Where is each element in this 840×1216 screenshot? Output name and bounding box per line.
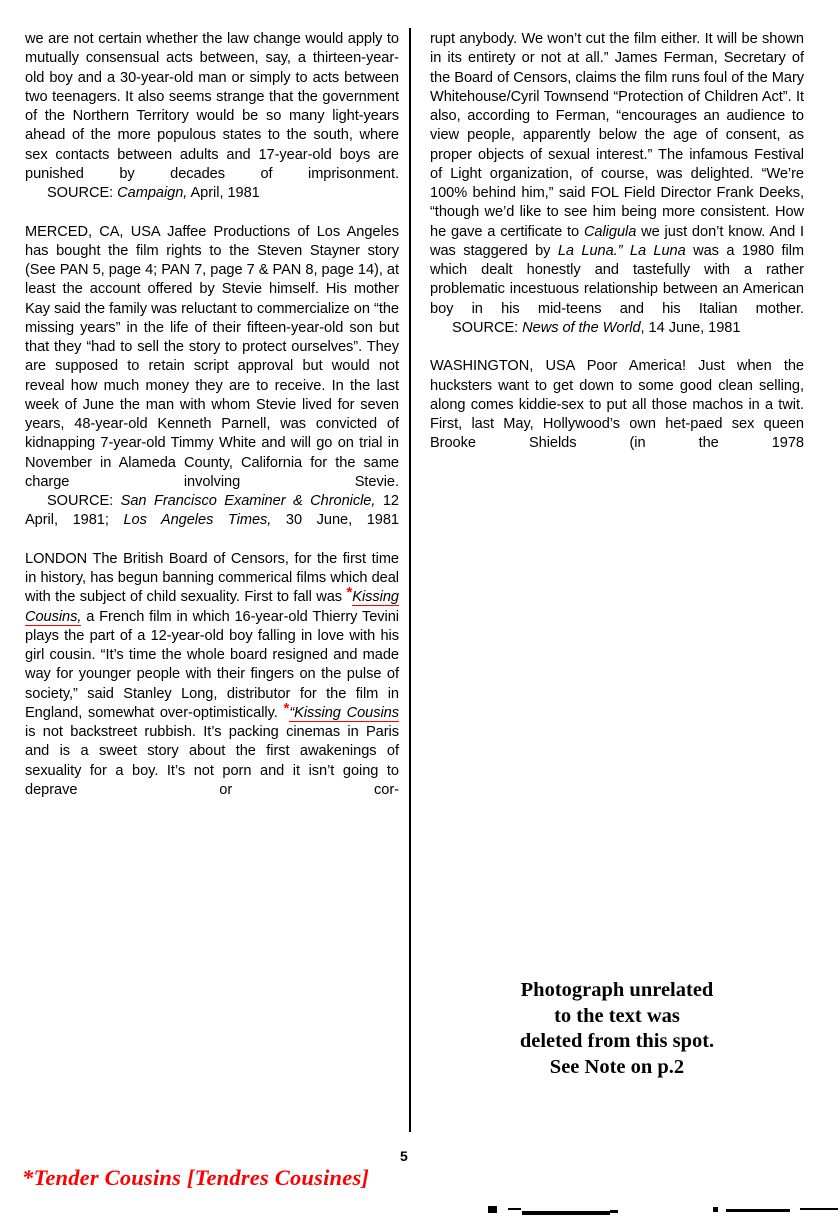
photo-notice-line-2: to the text was: [554, 1004, 680, 1027]
scan-artifact: [713, 1207, 718, 1212]
source-title: Campaign,: [117, 185, 188, 201]
source-sf-examiner: [25, 492, 399, 531]
paragraph-pre: rupt anybody. We won’t cut the film either. It will be shown in its entirety or not at all.” James Ferman, Secretary of the Board of Censors, claims the film runs foul of the Mary Whitehouse/Cyril Townsend “Protection of Children Act”. It also, according to Ferman, “encourages an audience to view people, apparently below the age of consent, as proper objects of sexual interest.” The infamous Festival of Light organization, of course, was delighted. “We’re 100% behind him,” said FOL Field Director Frank Deeks, “though we’d like to see him being more consistent. How he gave a certificate to: [430, 31, 804, 240]
annotated-film-title-second: “Kissing Cousins: [289, 704, 399, 721]
source-title: News of the World: [522, 319, 641, 336]
source-news-of-the-world: [430, 319, 804, 338]
red-footnote-translation: [22, 1165, 369, 1191]
source-campaign: [25, 184, 399, 203]
photo-deleted-notice: [430, 978, 804, 1080]
source-rest: , 14 June, 1981: [640, 319, 741, 336]
annotated-film-title-first: Kissing Cousins,: [25, 589, 399, 625]
left-text-column: [25, 30, 399, 800]
footnote-marker: *: [22, 1165, 34, 1190]
right-text-column: [430, 30, 804, 454]
source-label: SOURCE:: [47, 185, 114, 201]
paragraph-london-censors: [25, 550, 399, 800]
page-number: 5: [400, 1148, 408, 1164]
photo-notice-line-3: deleted from this spot.: [519, 1030, 715, 1052]
source-rest: April, 1981: [187, 185, 260, 201]
footnote-text: Tender Cousins [Tendres Cousines]: [33, 1165, 370, 1190]
scan-artifact: [488, 1206, 497, 1213]
paragraph-merced-stayner: MERCED, CA, USA Jaffee Productions of Los Angeles has bought the film rights to the Steven Stayner story (See PAN 5, page 4; PAN 7, page 7 & PAN 8, page 14), at least the account offered by Stevie himself. His mother Kay said the family was reluctant to commercialize on “the missing years” in the life of their fifteen-year-old son but that they “had to sell the story to protect ourselves”. They are supposed to retain script approval but would not reveal how much money they are to receive. In the last week of June the man with whom Stevie lived for seven years, 48-year-old Kenneth Parnell, was convicted of kidnapping 7-year-old Timmy White and will go on trial in November in Alameda County, California for the same charge involving Stevie.: [25, 223, 399, 490]
source-label: SOURCE:: [47, 493, 114, 509]
paragraph-washington-brooke-shields: WASHINGTON, USA Poor America! Just when the hucksters want to get down to some good clean selling, along comes kiddie-sex to put all those machos in a twit. First, last May, Hollywood’s own het-paed sex queen Brooke Shields (in the 1978: [430, 358, 804, 452]
paragraph-tail: was a 1980 film which dealt honestly and tastefully with a rather problematic incestuous relationship between an American boy in his mid-teens and his Italian mother.: [430, 242, 805, 317]
red-asterisk-marker-icon: *: [346, 584, 353, 602]
film-title-la-luna: La Luna.” La Luna: [557, 242, 686, 259]
source-title-secondary: Los Angeles Times,: [123, 512, 272, 529]
source-mid: 12 April, 1981;: [25, 493, 399, 529]
source-rest: 30 June, 1981: [271, 512, 400, 529]
photo-notice-line-1: Photograph unrelated: [520, 979, 714, 1001]
scan-artifact: [508, 1208, 521, 1210]
paragraph-censors-continued: [430, 30, 804, 319]
paragraph-mid: a French film in which 16-year-old Thierry Tevini plays the part of a 12-year-old boy falling in love with his girl cousin. “It’s time the whole board resigned and made way for younger people with their fingers on the pulse of society,” said Stanley Long, distributor for the film in England, somewhat over-optimistically.: [25, 608, 399, 721]
photo-notice-line-4: See Note on p.2: [549, 1055, 685, 1078]
scan-artifact: [522, 1211, 610, 1215]
scan-artifact: [726, 1209, 790, 1212]
scan-artifact: [610, 1210, 618, 1213]
paragraph-law-change-continued: we are not certain whether the law change would apply to mutually consensual acts between, say, a thirteen-year-old boy and a 30-year-old man or simply to acts between two teenagers. It also seems strange that the government of the Northern Territory would be so many light-years ahead of the more populous states to the south, where sex contacts between adults and 17-year-old boys are punished by decades of imprisonment.: [25, 31, 399, 182]
film-title-caligula: Caligula: [583, 223, 637, 240]
paragraph-mid: we just don’t know. And I was staggered by: [430, 223, 805, 259]
paragraph-lead: LONDON The British Board of Censors, for the first time in history, has begun banning commerical films which deal with the subject of child sexuality. First to fall was: [25, 550, 399, 606]
source-title-primary: San Francisco Examiner & Chronicle,: [120, 493, 376, 509]
column-divider-rule: [409, 28, 411, 1132]
paragraph-tail: is not backstreet rubbish. It’s packing cinemas in Paris and is a sweet story about the first awakenings of sexuality for a boy. It’s not porn and it isn’t going to deprave or cor-: [25, 724, 399, 798]
red-asterisk-marker-icon: *: [283, 699, 290, 717]
scan-artifact: [800, 1208, 838, 1210]
source-label: SOURCE:: [452, 319, 519, 336]
